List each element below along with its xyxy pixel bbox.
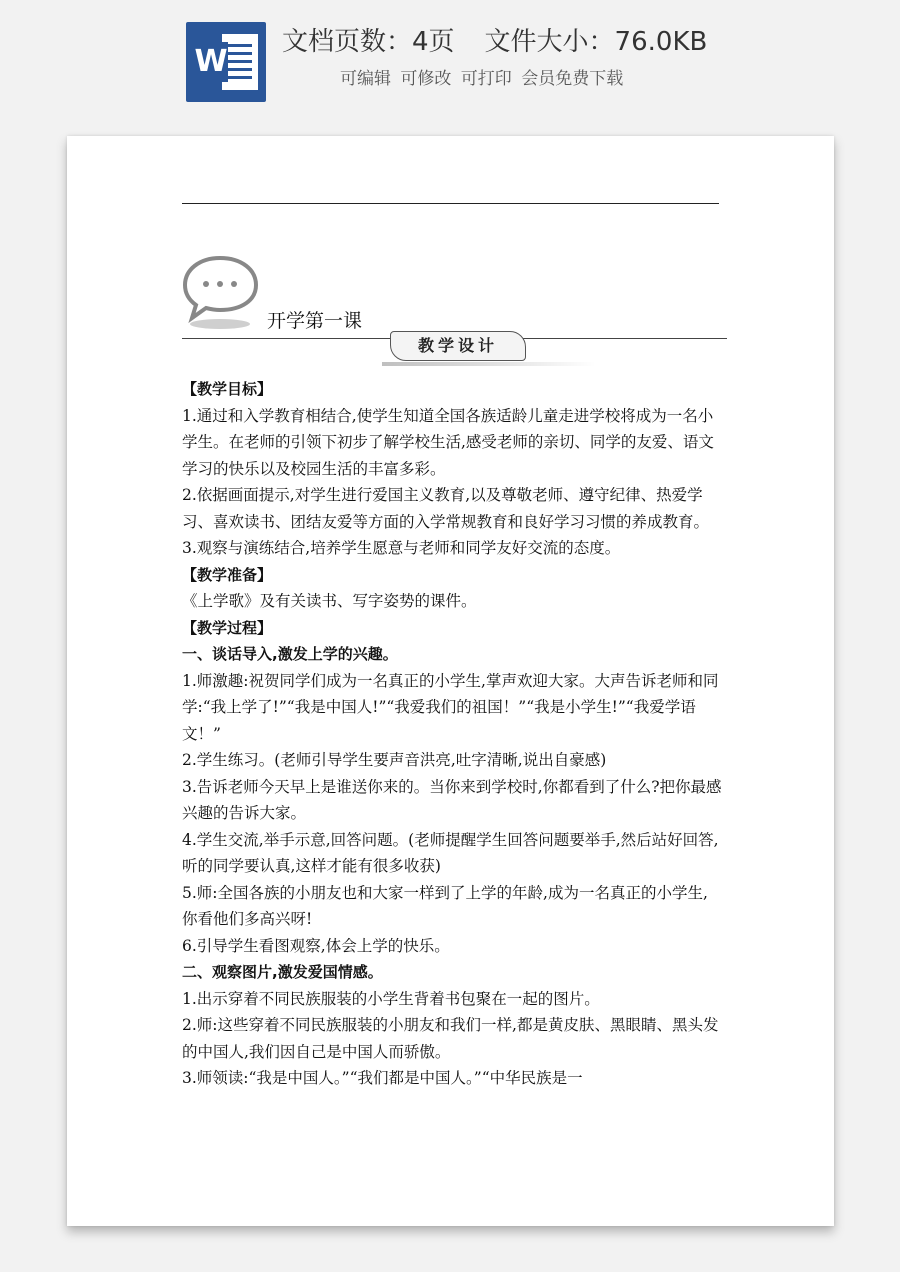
document-body bbox=[182, 376, 722, 1092]
body-paragraph: 3.告诉老师今天早上是谁送你来的。当你来到学校时,你都看到了什么?把你最感兴趣的告诉大家。 bbox=[182, 777, 722, 822]
section-heading: 【教学过程】 bbox=[182, 618, 273, 637]
body-paragraph: 2.学生练习。(老师引导学生要声音洪亮,吐字清晰,说出自豪感) bbox=[182, 751, 607, 769]
body-paragraph: 2.依据画面提示,对学生进行爱国主义教育,以及尊敬老师、遵守纪律、热爱学习、喜欢读书、团结友爱等方面的入学常规教育和良好学习习惯的养成教育。 bbox=[182, 486, 710, 531]
body-paragraph: 6.引导学生看图观察,体会上学的快乐。 bbox=[182, 936, 450, 955]
body-paragraph: 3.观察与演练结合,培养学生愿意与老师和同学友好交流的态度。 bbox=[182, 539, 621, 557]
file-meta bbox=[282, 22, 707, 62]
lesson-title: 开学第一课 bbox=[267, 310, 363, 332]
body-paragraph: 1.师激趣:祝贺同学们成为一名真正的小学生,掌声欢迎大家。大声告诉老师和同学:“我上学了!”“我是中国人!”“我爱我们的祖国！”“我是小学生!”“我爱学语文！” bbox=[182, 671, 719, 743]
speech-bubble-icon bbox=[182, 252, 262, 332]
section-heading: 【教学准备】 bbox=[182, 565, 273, 584]
section-heading: 一、谈话导入,激发上学的兴趣。 bbox=[182, 645, 398, 663]
file-size: 文件大小：76.0KB bbox=[484, 27, 708, 57]
body-paragraph: 1.通过和入学教育相结合,使学生知道全国各族适龄儿童走进学校将成为一名小学生。在老师的引领下初步了解学校生活,感受老师的亲切、同学的友爱、语文学习的快乐以及校园生活的丰富多彩。 bbox=[182, 406, 714, 478]
body-paragraph: 1.出示穿着不同民族服装的小学生背着书包聚在一起的图片。 bbox=[182, 989, 600, 1008]
section-heading: 二、观察图片,激发爱国情感。 bbox=[182, 963, 383, 981]
feature-list: 可编辑 可修改 可打印 会员免费下载 bbox=[340, 69, 624, 89]
body-paragraph: 3.师领读:“我是中国人。”“我们都是中国人。”“中华民族是一 bbox=[182, 1069, 583, 1087]
body-paragraph: 2.师:这些穿着不同民族服装的小朋友和我们一样,都是黄皮肤、黑眼睛、黑头发的中国人,我们因自己是中国人而骄傲。 bbox=[182, 1016, 719, 1061]
header-rule bbox=[182, 203, 719, 204]
page-count: 文档页数：4页 bbox=[282, 27, 455, 57]
section-heading: 【教学目标】 bbox=[182, 380, 273, 398]
word-document-icon: W bbox=[186, 22, 266, 102]
download-header bbox=[0, 0, 900, 120]
teaching-design-banner: 教学设计 bbox=[390, 331, 526, 361]
banner-shadow bbox=[382, 362, 596, 366]
body-paragraph: 4.学生交流,举手示意,回答问题。(老师提醒学生回答问题要举手,然后站好回答,听的同学要认真,这样才能有很多收获) bbox=[182, 830, 719, 875]
body-paragraph: 《上学歌》及有关读书、写字姿势的课件。 bbox=[182, 592, 477, 610]
document-page bbox=[67, 136, 834, 1226]
body-paragraph: 5.师:全国各族的小朋友也和大家一样到了上学的年龄,成为一名真正的小学生,你看他们多高兴呀! bbox=[182, 883, 708, 928]
